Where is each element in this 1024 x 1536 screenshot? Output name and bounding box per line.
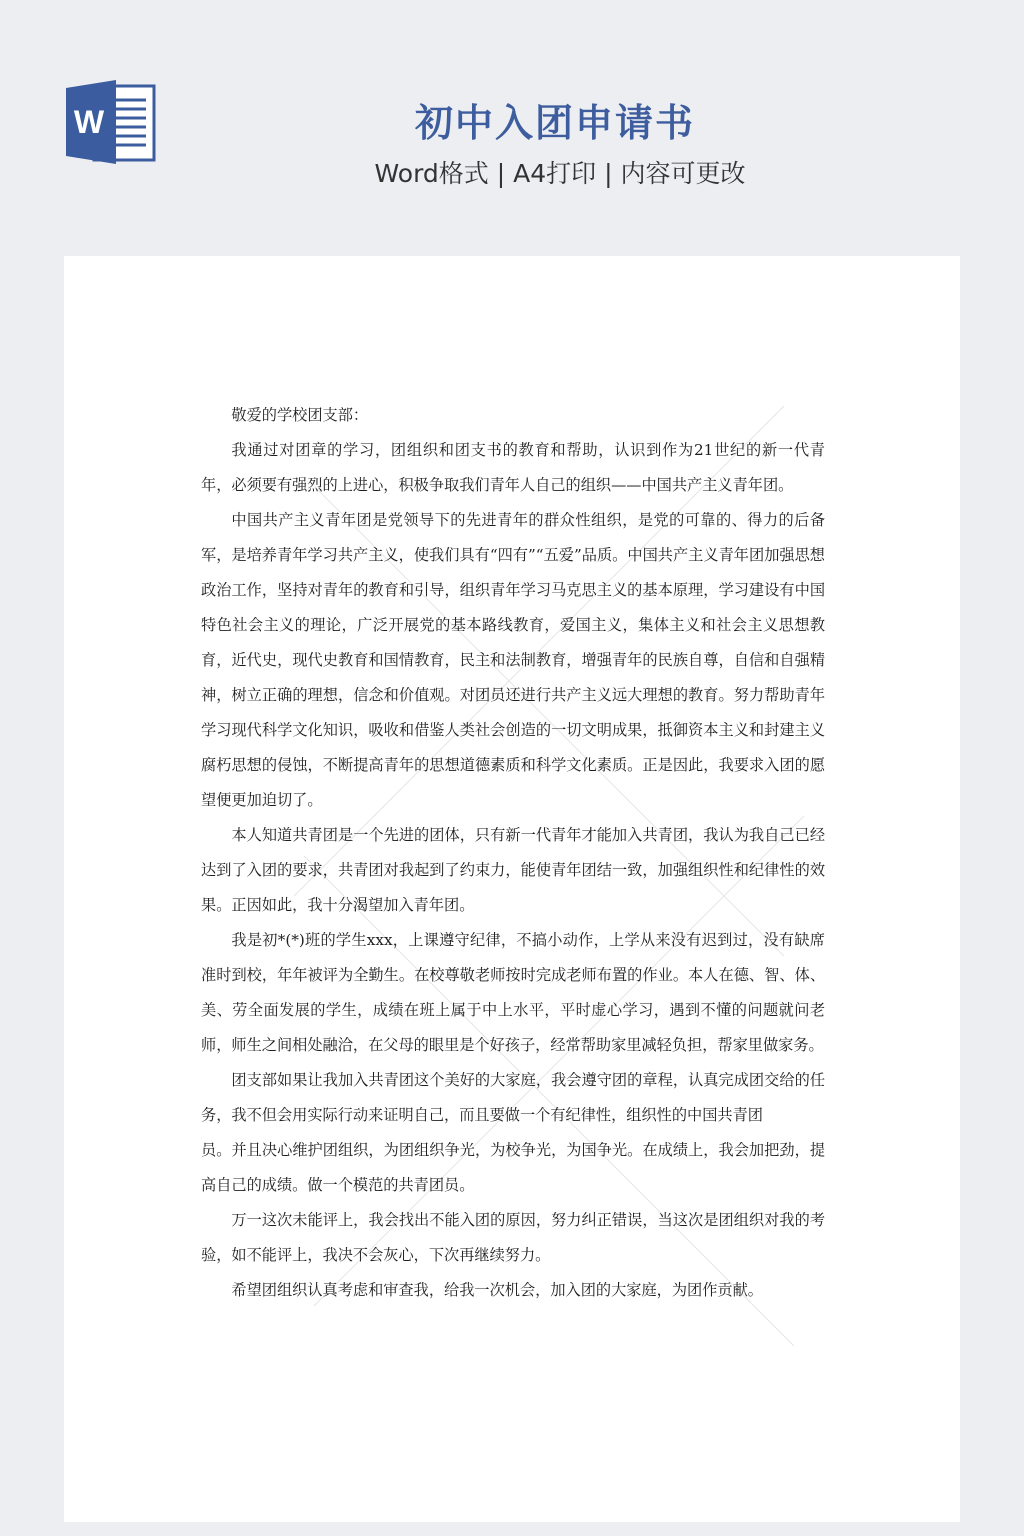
paragraph: 员。并且决心维护团组织，为团组织争光，为校争光，为国争光。在成绩上，我会加把劲，提高自己的成绩。做一个模范的共青团员。 xyxy=(201,1141,825,1194)
paragraph: 团支部如果让我加入共青团这个美好的大家庭，我会遵守团的章程，认真完成团交给的任务，我不但会用实际行动来证明自己，而且要做一个有纪律性，组织性的中国共青团 xyxy=(201,1071,825,1124)
paragraph: 希望团组织认真考虑和审查我，给我一次机会，加入团的大家庭，为团作贡献。 xyxy=(231,1281,763,1299)
paragraph: 中国共产主义青年团是党领导下的先进青年的群众性组织，是党的可靠的、得力的后备军，是培养青年学习共产主义，使我们具有“四有”“五爱”品质。中国共产主义青年团加强思想政治工作，坚持对青年的教育和引导，组织青年学习马克思主义的基本原理，学习建设有中国特色社会主义的理论，广泛开展党的基本路线教育，爱国主义，集体主义和社会主义思想教育，近代史，现代史教育和国情教育，民主和法制教育，增强青年的民族自尊，自信和自强精神，树立正确的理想，信念和价值观。对团员还进行共产主义远大理想的教育。努力帮助青年学习现代科学文化知识，吸收和借鉴人类社会创造的一切文明成果，抵御资本主义和封建主义腐朽思想的侵蚀，不断提高青年的思想道德素质和科学文化素质。正是因此，我要求入团的愿望便更加迫切了。 xyxy=(201,511,825,809)
page-header xyxy=(0,0,1024,256)
page-subtitle xyxy=(0,154,1024,190)
page-title-text: 初中入团申请书 xyxy=(414,101,695,145)
word-logo-letter: W xyxy=(73,104,105,140)
document-body xyxy=(201,398,825,1308)
paragraph: 万一这次未能评上，我会找出不能入团的原因，努力纠正错误，当这次是团组织对我的考验，如不能评上，我决不会灰心，下次再继续努力。 xyxy=(201,1211,825,1264)
paragraph: 我通过对团章的学习，团组织和团支书的教育和帮助，认识到作为21世纪的新一代青年，必须要有强烈的上进心，积极争取我们青年人自己的组织——中国共产主义青年团。 xyxy=(201,441,825,494)
page-title xyxy=(0,92,1024,147)
salutation: 敬爱的学校团支部： xyxy=(231,406,369,424)
document-page xyxy=(64,256,960,1522)
page-subtitle-text: Word格式 | A4打印 | 内容可更改 xyxy=(374,159,746,188)
paragraph: 我是初*(*)班的学生xxx，上课遵守纪律，不搞小动作，上学从来没有迟到过，没有缺席准时到校，年年被评为全勤生。在校尊敬老师按时完成老师布置的作业。本人在德、智、体、美、劳全面发展的学生，成绩在班上属于中上水平，平时虚心学习，遇到不懂的问题就问老师，师生之间相处融洽，在父母的眼里是个好孩子，经常帮助家里减轻负担，帮家里做家务。 xyxy=(201,931,825,1054)
paragraph: 本人知道共青团是一个先进的团体，只有新一代青年才能加入共青团，我认为我自己已经达到了入团的要求，共青团对我起到了约束力，能使青年团结一致，加强组织性和纪律性的效果。正因如此，我十分渴望加入青年团。 xyxy=(201,826,825,914)
